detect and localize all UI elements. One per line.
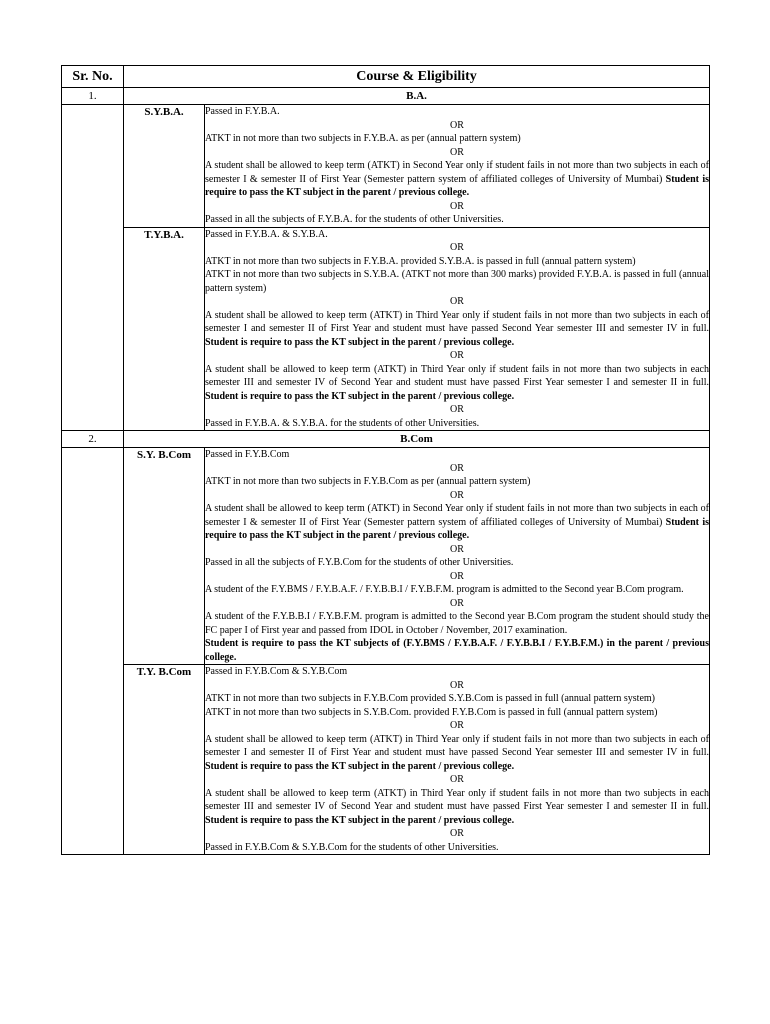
program-row <box>62 448 710 665</box>
paragraph-text: A student shall be allowed to keep term (ATKT) in Third Year only if student fails in not more than two subjects in each semester III and semester IV of Second Year and student must have passed First Year semester I and semester II in full. <box>205 787 709 812</box>
eligibility-conditions <box>205 665 710 855</box>
section-row <box>62 88 710 105</box>
paragraph-text: A student shall be allowed to keep term (ATKT) in Second Year only if student fails in not more than two subjects in each of semester I & semester II of First Year (Semester pattern system of affiliated colleges of University of Mumbai) <box>205 160 709 185</box>
bold-note: Student is require to pass the KT subjects of (F.Y.BMS / F.Y.B.A.F. / F.Y.B.B.I / F.Y.B.F.M.) in the parent / previous college. <box>205 638 709 663</box>
or-separator: OR <box>450 679 464 691</box>
eligibility-paragraph <box>205 363 709 404</box>
eligibility-paragraph <box>205 583 709 597</box>
bold-note: Student is require to pass the KT subject in the parent / previous college. <box>205 173 709 198</box>
paragraph-text: A student of the F.Y.B.B.I / F.Y.B.F.M. program is admitted to the Second year B.Com program the student should study the FC paper I of First year and passed from IDOL in October / November, 2017 examination. <box>205 611 709 636</box>
eligibility-paragraph <box>205 268 709 295</box>
sr-no-blank-cell <box>62 105 124 431</box>
eligibility-paragraph <box>205 787 709 828</box>
paragraph-text: Passed in all the subjects of F.Y.B.Com for the students of other Universities. <box>205 557 514 568</box>
or-separator: OR <box>450 489 464 501</box>
paragraph-text: ATKT in not more than two subjects in F.Y.B.A. provided S.Y.B.A. is passed in full (annual pattern system) <box>205 255 636 267</box>
eligibility-conditions <box>205 227 710 431</box>
paragraph-text: Passed in all the subjects of F.Y.B.A. for the students of other Universities. <box>205 214 504 225</box>
eligibility-paragraph <box>205 132 709 146</box>
or-separator: OR <box>450 720 464 731</box>
section-title: B.Com <box>124 431 710 448</box>
sr-no-header: Sr. No. <box>62 66 124 88</box>
paragraph-text: Passed in F.Y.B.Com & S.Y.B.Com <box>205 666 348 677</box>
bold-note: Student is require to pass the KT subject in the parent / previous college. <box>205 760 515 772</box>
or-separator: OR <box>450 462 464 474</box>
paragraph-text: Passed in F.Y.B.A. & S.Y.B.A. for the students of other Universities. <box>205 417 480 429</box>
paragraph-text: Passed in F.Y.B.A. <box>205 106 280 117</box>
paragraph-text: A student of the F.Y.BMS / F.Y.B.A.F. / F.Y.B.B.I / F.Y.B.F.M. program is admitted to the Second year B.Com program. <box>205 584 684 595</box>
bold-note: Student is require to pass the KT subject in the parent / previous college. <box>205 516 709 541</box>
paragraph-text: Passed in F.Y.B.A. & S.Y.B.A. <box>205 228 328 240</box>
program-name: T.Y. B.Com <box>124 665 205 855</box>
paragraph-text: ATKT in not more than two subjects in F.Y.B.Com as per (annual pattern system) <box>205 476 531 487</box>
section-number: 2. <box>62 431 124 448</box>
paragraph-text: A student shall be allowed to keep term (ATKT) in Third Year only if student fails in not more than two subjects in each semester III and semester IV of Second Year and student must have passed First Year semester I and semester II in full. <box>205 363 709 388</box>
eligibility-paragraph <box>205 637 709 664</box>
course-eligibility-header: Course & Eligibility <box>124 66 710 88</box>
program-row <box>62 227 710 431</box>
paragraph-text: ATKT in not more than two subjects in S.Y.B.A. (ATKT not more than 300 marks) provided F.Y.B.A. is passed in full (annual pattern system) <box>205 269 709 294</box>
program-name: S.Y. B.Com <box>124 448 205 665</box>
eligibility-paragraph <box>205 159 709 200</box>
or-separator: OR <box>450 242 464 253</box>
eligibility-paragraph <box>205 255 709 269</box>
or-separator: OR <box>450 119 464 131</box>
eligibility-paragraph <box>205 105 709 119</box>
or-separator: OR <box>450 404 464 415</box>
or-separator: OR <box>450 200 464 212</box>
eligibility-paragraph <box>205 417 709 431</box>
eligibility-paragraph <box>205 841 709 855</box>
eligibility-table <box>61 65 710 855</box>
paragraph-text: ATKT in not more than two subjects in F.Y.B.Com provided S.Y.B.Com is passed in full (annual pattern system) <box>205 693 656 704</box>
or-separator: OR <box>450 597 464 609</box>
eligibility-paragraph <box>205 610 709 637</box>
program-row <box>62 105 710 228</box>
bold-note: Student is require to pass the KT subject in the parent / previous college. <box>205 390 515 402</box>
program-name: T.Y.B.A. <box>124 227 205 431</box>
eligibility-paragraph <box>205 692 709 706</box>
paragraph-text: A student shall be allowed to keep term (ATKT) in Second Year only if student fails in not more than two subjects in each of semester I & semester II of First Year (Semester pattern system of affiliated colleges of University of Mumbai) <box>205 503 709 528</box>
program-name: S.Y.B.A. <box>124 105 205 228</box>
eligibility-conditions <box>205 105 710 228</box>
header-row <box>62 66 710 88</box>
eligibility-paragraph <box>205 706 709 720</box>
paragraph-text: A student shall be allowed to keep term (ATKT) in Third Year only if student fails in not more than two subjects in each of semester I and semester II of First Year and student must have passed Second Year semester III and semester IV in full. <box>205 733 709 758</box>
eligibility-paragraph <box>205 213 709 227</box>
bold-note: Student is require to pass the KT subject in the parent / previous college. <box>205 814 515 826</box>
or-separator: OR <box>450 774 464 785</box>
eligibility-paragraph <box>205 502 709 543</box>
paragraph-text: Passed in F.Y.B.Com & S.Y.B.Com for the students of other Universities. <box>205 841 499 853</box>
or-separator: OR <box>450 828 464 839</box>
section-number: 1. <box>62 88 124 105</box>
program-row <box>62 665 710 855</box>
sr-no-blank-cell <box>62 448 124 855</box>
eligibility-conditions <box>205 448 710 665</box>
or-separator: OR <box>450 296 464 307</box>
paragraph-text: Passed in F.Y.B.Com <box>205 449 290 460</box>
eligibility-paragraph <box>205 556 709 570</box>
eligibility-paragraph <box>205 228 709 242</box>
eligibility-paragraph <box>205 733 709 774</box>
or-separator: OR <box>450 543 464 555</box>
section-row <box>62 431 710 448</box>
paragraph-text: A student shall be allowed to keep term (ATKT) in Third Year only if student fails in not more than two subjects in each of semester I and semester II of First Year and student must have passed Second Year semester III and semester IV in full. <box>205 309 709 334</box>
or-separator: OR <box>450 570 464 582</box>
bold-note: Student is require to pass the KT subject in the parent / previous college. <box>205 336 515 348</box>
eligibility-paragraph <box>205 475 709 489</box>
or-separator: OR <box>450 350 464 361</box>
or-separator: OR <box>450 146 464 158</box>
paragraph-text: ATKT in not more than two subjects in F.Y.B.A. as per (annual pattern system) <box>205 133 521 144</box>
paragraph-text: ATKT in not more than two subjects in S.Y.B.Com. provided F.Y.B.Com is passed in full (annual pattern system) <box>205 706 658 718</box>
eligibility-paragraph <box>205 665 709 679</box>
eligibility-paragraph <box>205 448 709 462</box>
eligibility-paragraph <box>205 309 709 350</box>
section-title: B.A. <box>124 88 710 105</box>
eligibility-table-body <box>62 66 710 855</box>
